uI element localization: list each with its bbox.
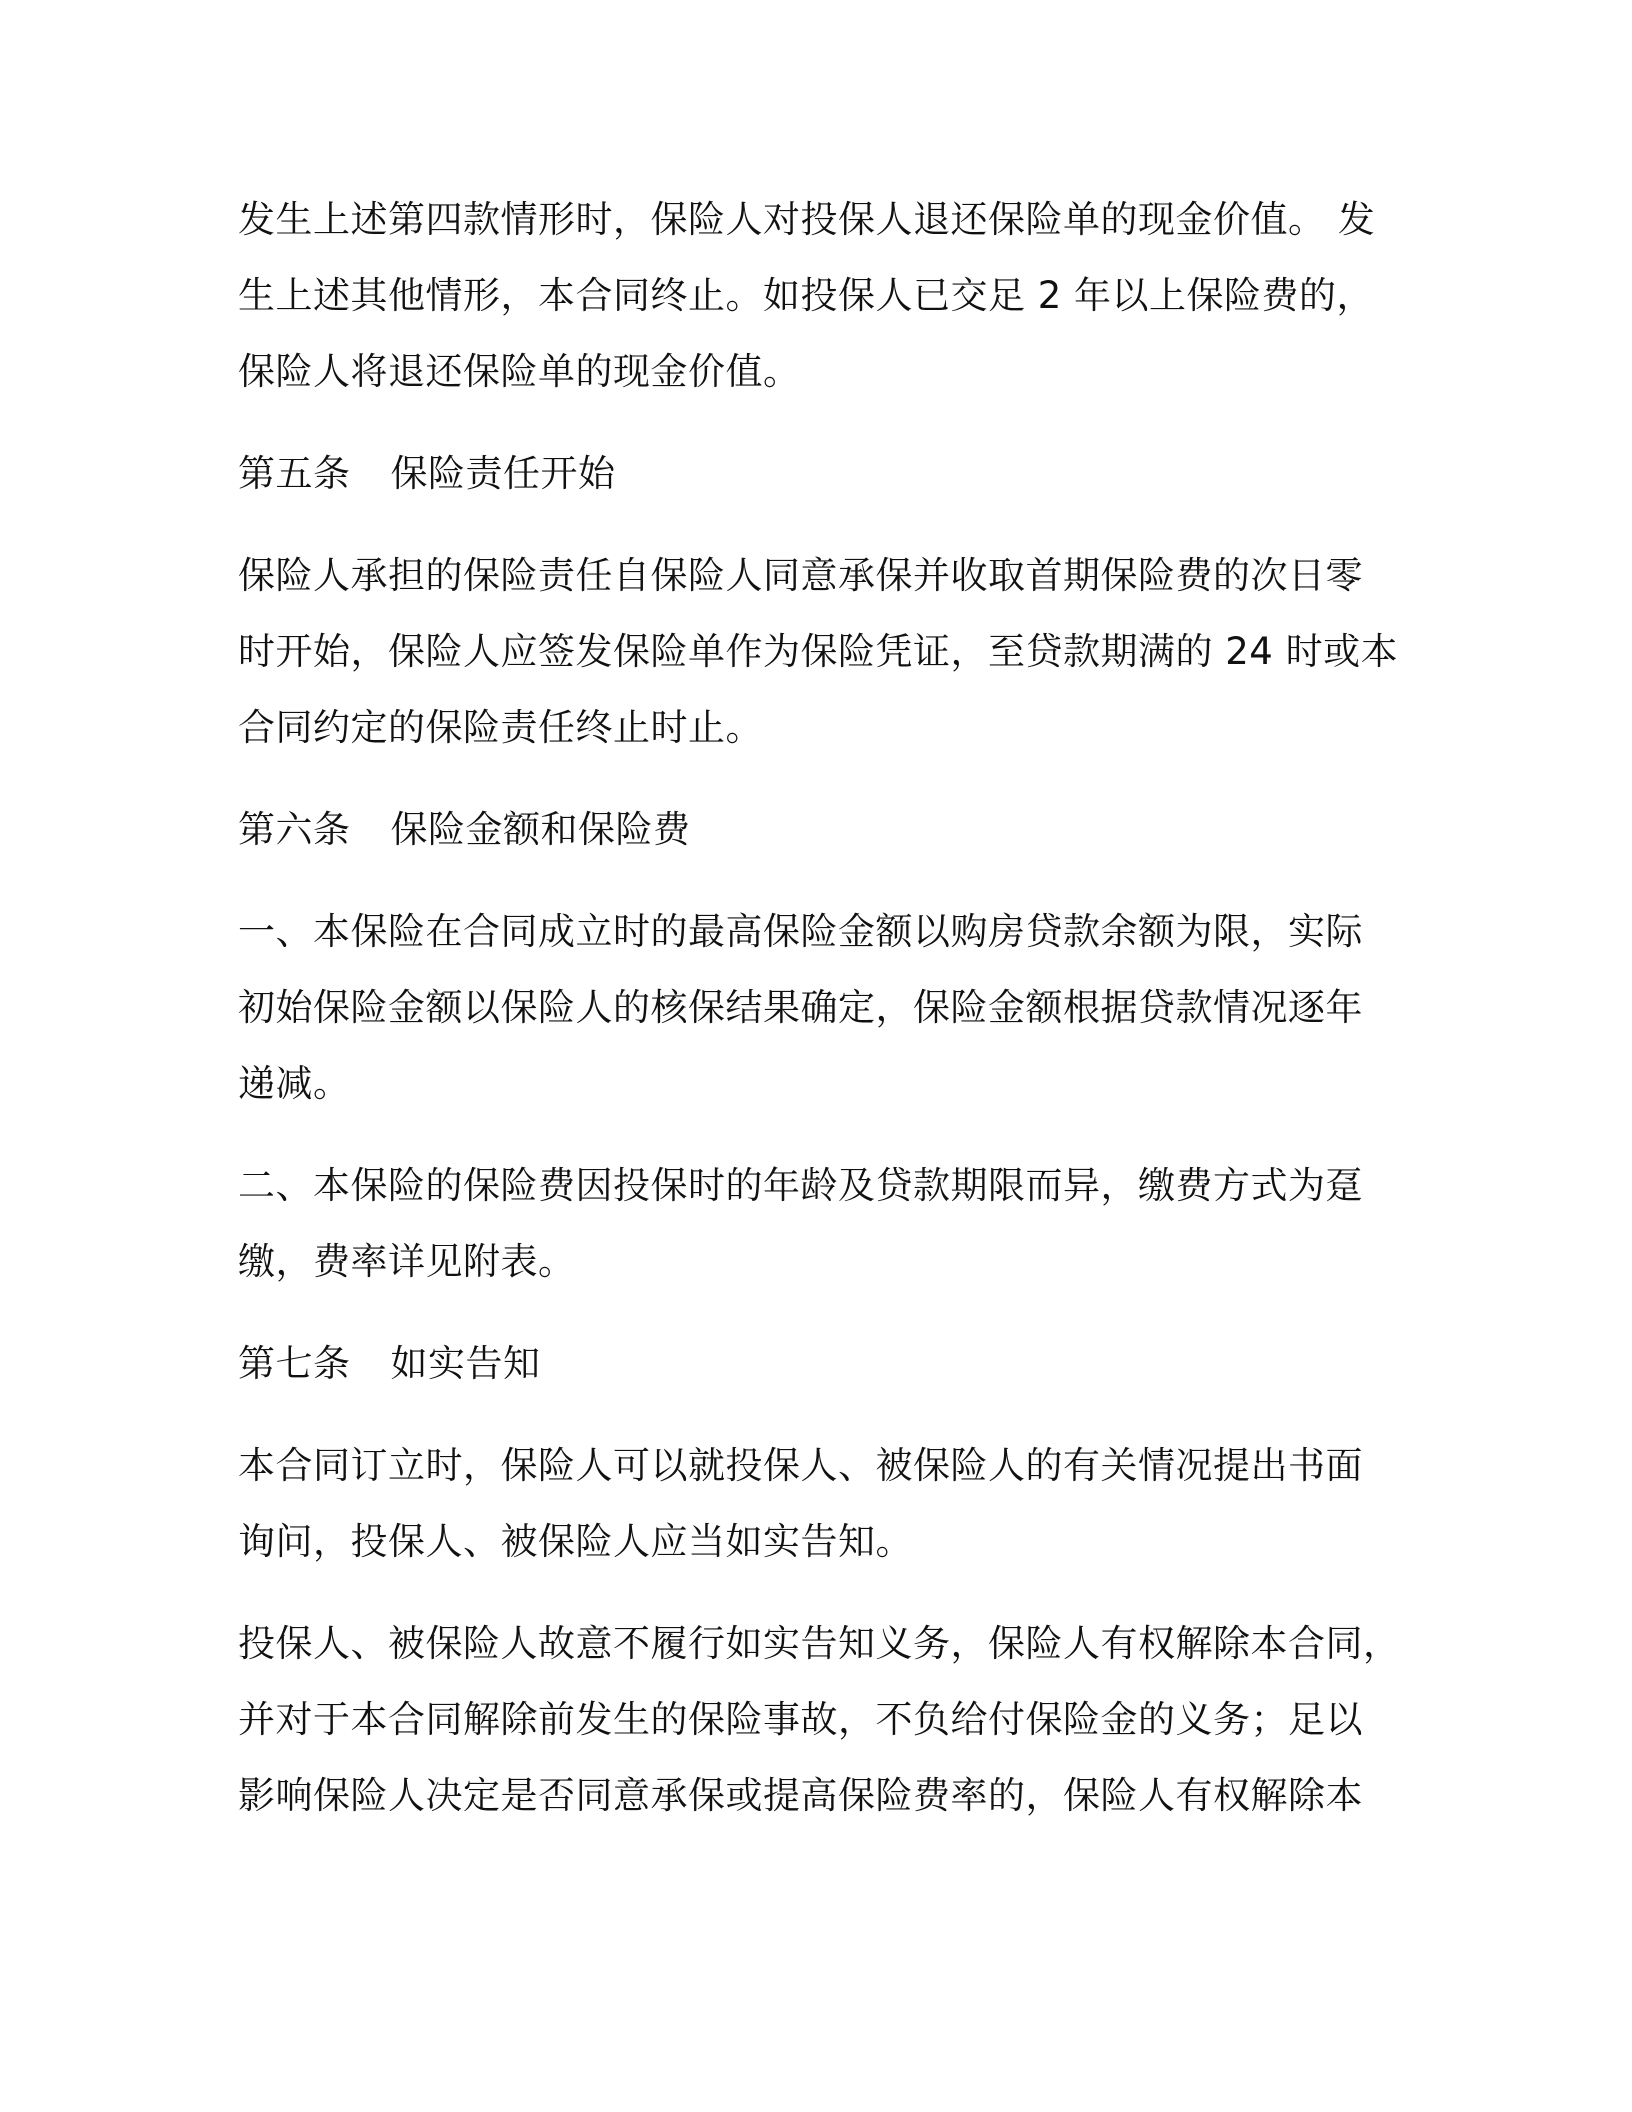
paragraph-line: 一、本保险在合同成立时的最高保险金额以购房贷款余额为限，实际 xyxy=(238,910,1363,953)
article-title: 如实告知 xyxy=(390,1342,541,1385)
paragraph-line: 询问，投保人、被保险人应当如实告知。 xyxy=(238,1520,913,1563)
article-number: 第六条 xyxy=(238,808,351,851)
article-title: 保险金额和保险费 xyxy=(390,808,691,851)
article-number: 第五条 xyxy=(238,452,351,495)
paragraph-line: 保险人将退还保险单的现金价值。 xyxy=(238,350,801,393)
article-number: 第七条 xyxy=(238,1342,351,1385)
paragraph-line: 合同约定的保险责任终止时止。 xyxy=(238,706,763,749)
article-heading-6 xyxy=(238,804,691,856)
paragraph-line: 二、本保险的保险费因投保时的年龄及贷款期限而异，缴费方式为趸 xyxy=(238,1164,1363,1207)
paragraph-line: 缴，费率详见附表。 xyxy=(238,1240,576,1283)
paragraph-line: 递减。 xyxy=(238,1062,351,1105)
paragraph-line: 发生上述第四款情形时，保险人对投保人退还保险单的现金价值。 发 xyxy=(238,198,1376,241)
paragraph-line: 投保人、被保险人故意不履行如实告知义务，保险人有权解除本合同， xyxy=(238,1622,1401,1665)
paragraph-line: 本合同订立时，保险人可以就投保人、被保险人的有关情况提出书面 xyxy=(238,1444,1363,1487)
paragraph-line: 保险人承担的保险责任自保险人同意承保并收取首期保险费的次日零 xyxy=(238,554,1363,597)
paragraph-line: 初始保险金额以保险人的核保结果确定，保险金额根据贷款情况逐年 xyxy=(238,986,1363,1029)
paragraph-line: 影响保险人决定是否同意承保或提高保险费率的，保险人有权解除本 xyxy=(238,1774,1363,1817)
article-heading-7 xyxy=(238,1338,541,1390)
paragraph-line: 并对于本合同解除前发生的保险事故，不负给付保险金的义务；足以 xyxy=(238,1698,1363,1741)
paragraph-line: 时开始，保险人应签发保险单作为保险凭证，至贷款期满的 24 时或本 xyxy=(238,630,1399,673)
article-title: 保险责任开始 xyxy=(390,452,616,495)
paragraph-line: 生上述其他情形，本合同终止。如投保人已交足 2 年以上保险费的， xyxy=(238,274,1375,317)
article-heading-5 xyxy=(238,448,616,500)
